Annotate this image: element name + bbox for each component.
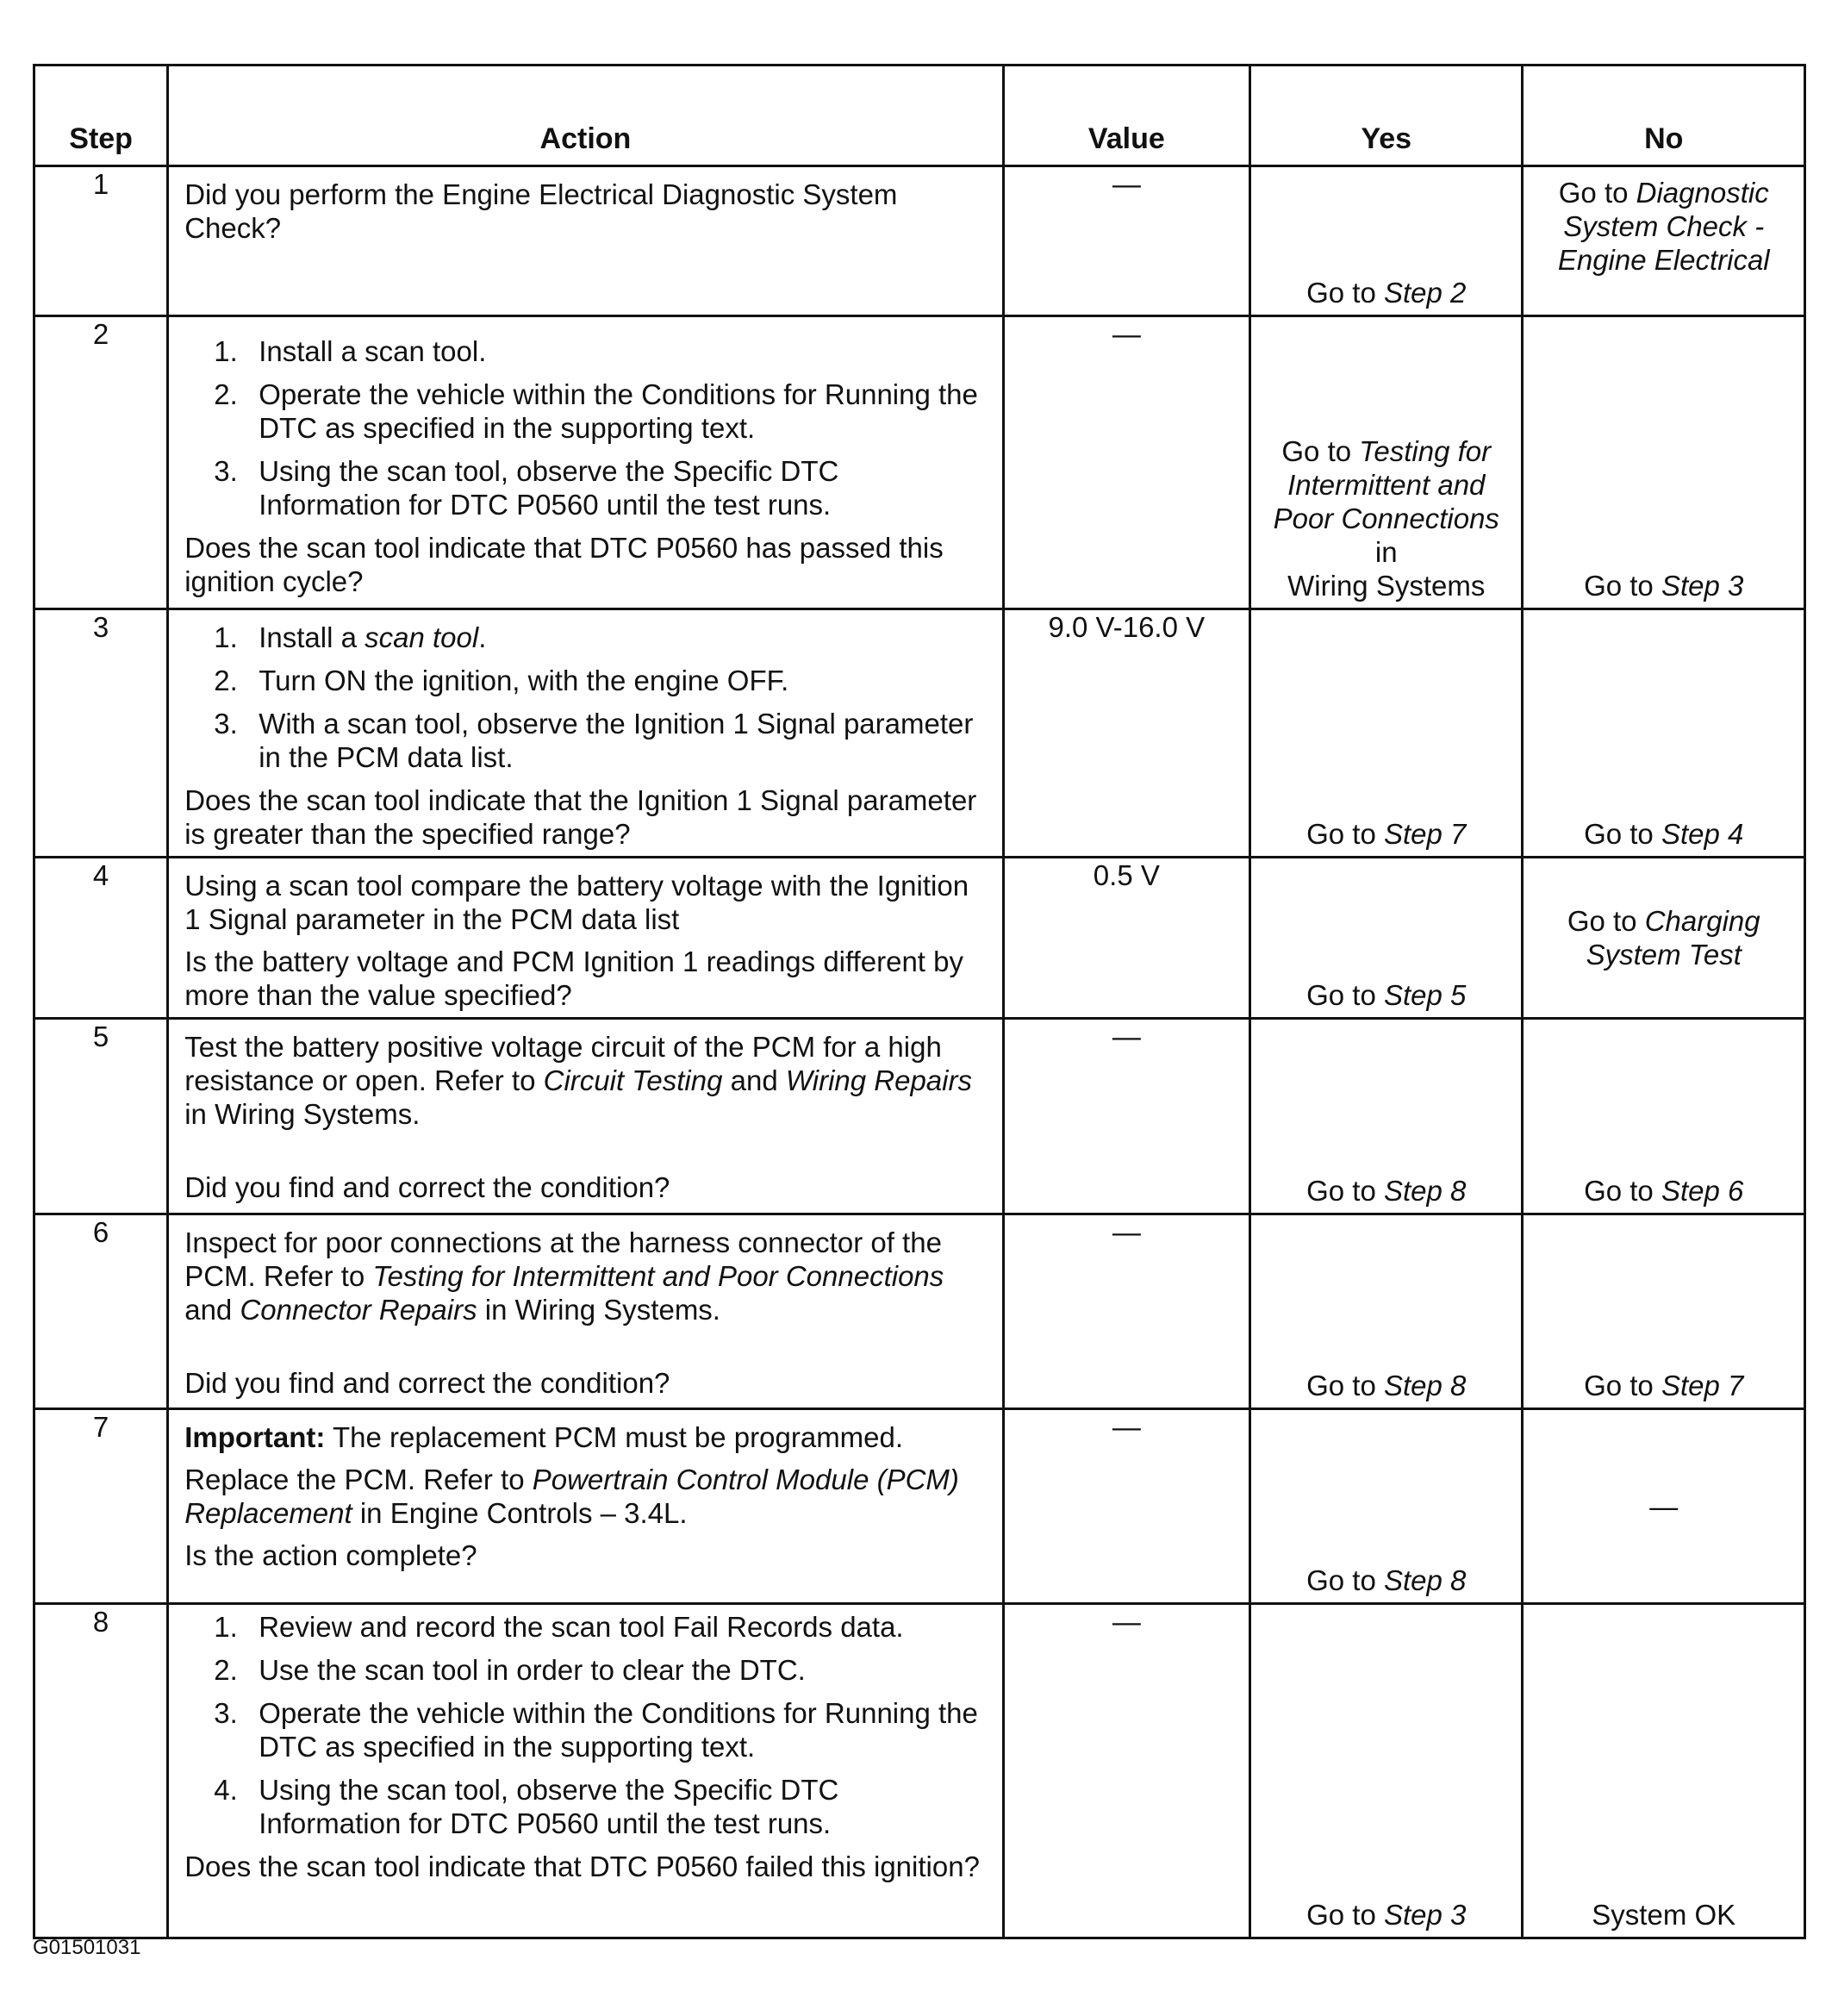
- action-text: [184, 1463, 988, 1530]
- no-link[interactable]: Step 6: [1661, 1175, 1744, 1207]
- action-cell: [168, 316, 1003, 609]
- no-prefix: Go to: [1558, 177, 1636, 209]
- action-step-text: .: [478, 621, 487, 653]
- yes-cell: [1250, 316, 1523, 609]
- yes-link[interactable]: Step 7: [1383, 818, 1467, 850]
- no-outcome: [1529, 1174, 1798, 1208]
- action-step: Operate the vehicle within the Conditions for Running the DTC as specified in the supporting text.: [259, 378, 978, 444]
- yes-outcome: [1256, 1369, 1516, 1402]
- action-step: Turn ON the ignition, with the engine OFF.: [259, 665, 789, 696]
- action-steps: [184, 621, 988, 774]
- yes-mid: in: [1374, 536, 1398, 568]
- no-link[interactable]: Diagnostic System Check - Engine Electrical: [1557, 177, 1770, 276]
- important-text: The replacement PCM must be programmed.: [325, 1421, 904, 1453]
- no-cell: [1523, 316, 1805, 609]
- action-step: With a scan tool, observe the Ignition 1 Signal parameter in the PCM data list.: [259, 708, 974, 773]
- figure-id: G01501031: [33, 1936, 141, 1959]
- yes-suffix: Wiring Systems: [1287, 570, 1486, 602]
- action-reference: Wiring Repairs: [785, 1064, 972, 1096]
- step-number: 1: [34, 166, 168, 316]
- yes-outcome: [1256, 817, 1516, 851]
- yes-prefix: Go to: [1306, 1564, 1384, 1596]
- value-cell: —: [1003, 1409, 1249, 1604]
- action-cell: [168, 166, 1003, 316]
- action-cell: [168, 1019, 1003, 1214]
- yes-prefix: Go to: [1281, 435, 1360, 467]
- no-prefix: Go to: [1584, 570, 1661, 602]
- value-cell: —: [1003, 166, 1249, 316]
- yes-cell: [1250, 858, 1523, 1019]
- action-step-text: Install a: [259, 621, 365, 653]
- header-row: [34, 66, 1805, 166]
- yes-link[interactable]: Step 8: [1383, 1370, 1467, 1401]
- action-step: Using the scan tool, observe the Specific DTC Information for DTC P0560 until the test runs.: [259, 455, 839, 521]
- no-prefix: Go to: [1584, 1175, 1661, 1207]
- step-number: 8: [34, 1604, 168, 1938]
- yes-link[interactable]: Step 5: [1383, 979, 1467, 1011]
- step-number: 3: [34, 609, 168, 858]
- no-prefix: Go to: [1567, 905, 1645, 937]
- table-row: [34, 1409, 1805, 1604]
- no-outcome: —: [1649, 1490, 1679, 1522]
- table-row: [34, 1019, 1805, 1214]
- yes-link[interactable]: Step 8: [1383, 1175, 1467, 1207]
- yes-prefix: Go to: [1306, 979, 1384, 1011]
- action-step: Use the scan tool in order to clear the DTC.: [259, 1654, 806, 1686]
- yes-prefix: Go to: [1306, 1370, 1384, 1401]
- no-link[interactable]: Charging System Test: [1586, 905, 1760, 971]
- action-steps: [184, 334, 988, 521]
- no-link[interactable]: Step 3: [1661, 570, 1744, 602]
- step-number: 7: [34, 1409, 168, 1604]
- action-reference: Testing for Intermittent and Poor Connections: [372, 1260, 944, 1292]
- header-step: Step: [34, 66, 168, 166]
- no-outcome: [1529, 176, 1798, 277]
- table-row: [34, 858, 1805, 1019]
- action-question: Is the action complete?: [184, 1539, 477, 1571]
- yes-cell: [1250, 1019, 1523, 1214]
- no-prefix: Go to: [1584, 818, 1661, 850]
- action-text-part: in Wiring Systems.: [184, 1098, 421, 1130]
- action-reference: Circuit Testing: [543, 1064, 723, 1096]
- value-cell: 9.0 V-16.0 V: [1003, 609, 1249, 858]
- no-cell: [1523, 609, 1805, 858]
- action-cell: [168, 1214, 1003, 1409]
- table-row: [34, 166, 1805, 316]
- action-step: Using the scan tool, observe the Specific DTC Information for DTC P0560 until the test runs.: [259, 1774, 839, 1839]
- no-link[interactable]: Step 7: [1661, 1370, 1744, 1401]
- yes-cell: [1250, 609, 1523, 858]
- action-step: Operate the vehicle within the Conditions for Running the DTC as specified in the supporting text.: [259, 1697, 978, 1763]
- no-outcome: [1529, 1369, 1798, 1402]
- no-outcome: System OK: [1592, 1899, 1736, 1931]
- no-cell: [1523, 166, 1805, 316]
- action-text: Did you perform the Engine Electrical Diagnostic System Check?: [184, 178, 898, 244]
- yes-outcome: [1256, 434, 1516, 602]
- action-step-italic: scan tool: [365, 621, 479, 653]
- no-outcome: [1529, 904, 1798, 971]
- action-question: Does the scan tool indicate that the Ignition 1 Signal parameter is greater than the specified range?: [184, 784, 977, 850]
- yes-outcome: [1256, 1174, 1516, 1208]
- action-step: Review and record the scan tool Fail Records data.: [259, 1611, 904, 1643]
- no-cell: [1523, 1214, 1805, 1409]
- table-row: [34, 316, 1805, 609]
- action-step: Install a scan tool.: [259, 335, 487, 367]
- step-number: 5: [34, 1019, 168, 1214]
- action-question: Did you find and correct the condition?: [184, 1171, 670, 1203]
- table-row: [34, 1214, 1805, 1409]
- no-outcome: [1529, 569, 1798, 602]
- no-link[interactable]: Step 4: [1661, 818, 1744, 850]
- action-text-part: in Engine Controls – 3.4L.: [352, 1497, 688, 1529]
- header-value: Value: [1003, 66, 1249, 166]
- yes-outcome: [1256, 276, 1516, 309]
- no-prefix: Go to: [1584, 1370, 1661, 1401]
- value-cell: 0.5 V: [1003, 858, 1249, 1019]
- header-action: Action: [168, 66, 1003, 166]
- action-text: Using a scan tool compare the battery voltage with the Ignition 1 Signal parameter in the PCM data list: [184, 870, 969, 935]
- action-text-part: Replace the PCM. Refer to: [184, 1464, 533, 1495]
- action-text: [184, 1226, 988, 1326]
- table-row: [34, 1604, 1805, 1938]
- important-label: Important:: [184, 1421, 326, 1453]
- value-cell: —: [1003, 1214, 1249, 1409]
- yes-cell: [1250, 1604, 1523, 1938]
- yes-cell: [1250, 1214, 1523, 1409]
- yes-link[interactable]: Step 8: [1383, 1564, 1467, 1596]
- action-step: [259, 621, 988, 654]
- header-no: No: [1523, 66, 1805, 166]
- value-cell: —: [1003, 316, 1249, 609]
- step-number: 4: [34, 858, 168, 1019]
- action-text-part: Test the battery positive voltage circuit of the PCM for a high resistance or open. Refer to: [184, 1031, 942, 1096]
- yes-link[interactable]: Testing for Intermittent and Poor Connections: [1273, 435, 1499, 534]
- action-reference: Powertrain Control Module (PCM) Replacement: [184, 1464, 959, 1529]
- diagnostic-table: [33, 64, 1806, 1939]
- yes-prefix: Go to: [1306, 1175, 1384, 1207]
- yes-outcome: [1256, 978, 1516, 1012]
- no-cell: [1523, 1019, 1805, 1214]
- yes-prefix: Go to: [1306, 1899, 1384, 1931]
- action-cell: [168, 1409, 1003, 1604]
- action-cell: [168, 609, 1003, 858]
- action-text-part: Inspect for poor connections at the harness connector of the PCM. Refer to: [184, 1226, 942, 1292]
- value-cell: —: [1003, 1019, 1249, 1214]
- no-cell: [1523, 858, 1805, 1019]
- yes-cell: [1250, 166, 1523, 316]
- yes-prefix: Go to: [1306, 277, 1384, 309]
- action-question: Is the battery voltage and PCM Ignition 1 readings different by more than the value specified?: [184, 946, 963, 1011]
- action-cell: [168, 1604, 1003, 1938]
- yes-link[interactable]: Step 2: [1383, 277, 1467, 309]
- step-number: 2: [34, 316, 168, 609]
- action-question: Did you find and correct the condition?: [184, 1367, 670, 1399]
- action-reference: Connector Repairs: [240, 1294, 477, 1326]
- action-text-part: in Wiring Systems.: [477, 1294, 720, 1326]
- value-cell: —: [1003, 1604, 1249, 1938]
- no-cell: [1523, 1409, 1805, 1604]
- action-steps: [184, 1610, 988, 1840]
- yes-prefix: Go to: [1306, 818, 1384, 850]
- important-note: [184, 1420, 988, 1454]
- no-outcome: [1529, 817, 1798, 851]
- yes-link[interactable]: Step 3: [1383, 1899, 1467, 1931]
- action-text-part: and: [184, 1294, 240, 1326]
- action-cell: [168, 858, 1003, 1019]
- yes-cell: [1250, 1409, 1523, 1604]
- action-question: Does the scan tool indicate that DTC P0560 has passed this ignition cycle?: [184, 532, 944, 597]
- table-row: [34, 609, 1805, 858]
- action-question: Does the scan tool indicate that DTC P0560 failed this ignition?: [184, 1851, 980, 1882]
- yes-outcome: [1256, 1563, 1516, 1597]
- header-yes: Yes: [1250, 66, 1523, 166]
- action-text: [184, 1030, 988, 1131]
- no-cell: [1523, 1604, 1805, 1938]
- yes-outcome: [1256, 1898, 1516, 1932]
- action-text-part: and: [722, 1064, 786, 1096]
- step-number: 6: [34, 1214, 168, 1409]
